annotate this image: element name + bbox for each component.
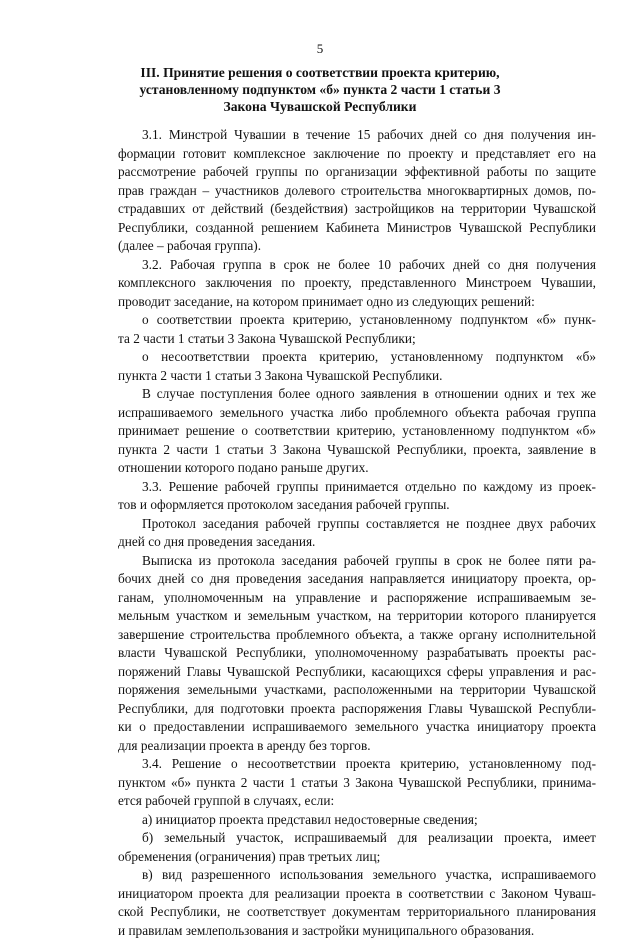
paragraph-line: 3.4. Решение о несоответствии проекта критерию, установленному под- <box>118 755 596 774</box>
paragraph-line: та 2 части 1 статьи 3 Закона Чувашской Республики; <box>118 330 596 349</box>
paragraph <box>118 385 596 478</box>
paragraph <box>118 256 596 312</box>
paragraph-line: страдавших от действий (бездействия) застройщиков на территории Чувашской <box>118 200 596 219</box>
paragraph <box>118 126 596 256</box>
paragraph-line: и правилам землепользования и застройки муниципального образования. <box>118 922 596 940</box>
paragraph-line: ки о предоставлении испрашиваемого земельного участка инициатору проекта <box>118 718 596 737</box>
paragraph-line: В случае поступления более одного заявления в отношении одних и тех же <box>118 385 596 404</box>
paragraph-line: о соответствии проекта критерию, установленному подпунктом «б» пунк- <box>118 311 596 330</box>
paragraph-line: комплексного заключения по проекту, представленного Минстроем Чувашии, <box>118 274 596 293</box>
paragraph-line: формации готовит комплексное заключение по проекту и представляет его на <box>118 145 596 164</box>
paragraph-line: пункта 2 части 1 статьи 3 Закона Чувашской Республики. <box>118 367 596 386</box>
paragraph-line: пунктом «б» пункта 2 части 1 статьи 3 Закона Чувашской Республики, принима- <box>118 774 596 793</box>
paragraph <box>118 829 596 866</box>
paragraph-line: (далее – рабочая группа). <box>118 237 596 256</box>
paragraph <box>118 478 596 515</box>
paragraph-line: поряжения земельными участками, расположенными на территории Чувашской <box>118 681 596 700</box>
paragraph-line: 3.1. Минстрой Чувашии в течение 15 рабочих дней со дня получения ин- <box>118 126 596 145</box>
paragraph-line: прав граждан – участников долевого строительства многоквартирных домов, по- <box>118 182 596 201</box>
paragraph-line: рассмотрение рабочей группы по организации эффективной работы по защите <box>118 163 596 182</box>
paragraph-line: 3.2. Рабочая группа в срок не более 10 рабочих дней со дня получения <box>118 256 596 275</box>
paragraph-line: Выписка из протокола заседания рабочей группы в срок не более пяти ра- <box>118 552 596 571</box>
paragraph-line: проводит заседание, на котором принимает одно из следующих решений: <box>118 293 596 312</box>
paragraph-line: инициатором проекта для реализации проекта в соответствии с Законом Чуваш- <box>118 885 596 904</box>
paragraph-line: пункта 2 части 1 статьи 3 Закона Чувашской Республики, проекта, заявление в <box>118 441 596 460</box>
paragraph-line: б) земельный участок, испрашиваемый для реализации проекта, имеет <box>118 829 596 848</box>
paragraph-line: Республики, созданной решением Кабинета Министров Чувашской Республики <box>118 219 596 238</box>
paragraph-line: ской Республики, не соответствует документам территориального планирования <box>118 903 596 922</box>
paragraph-line: отношении которого подано раньше других. <box>118 459 596 478</box>
section-heading <box>120 64 520 115</box>
paragraph-line: принимает решение о соответствии критерию, установленному подпунктом «б» <box>118 422 596 441</box>
paragraph-line: 3.3. Решение рабочей группы принимается отдельно по каждому из проек- <box>118 478 596 497</box>
document-body <box>118 126 596 940</box>
paragraph <box>118 866 596 940</box>
paragraph-line: о несоответствии проекта критерию, установленному подпунктом «б» <box>118 348 596 367</box>
paragraph-line: для реализации проекта в аренду без торгов. <box>118 737 596 756</box>
heading-line: III. Принятие решения о соответствии проекта критерию, <box>120 64 520 81</box>
paragraph <box>118 552 596 756</box>
paragraph-line: бочих дней со дня проведения заседания направляется инициатору проекта, ор- <box>118 570 596 589</box>
paragraph-line: Протокол заседания рабочей группы составляется не позднее двух рабочих <box>118 515 596 534</box>
paragraph-line: в) вид разрешенного использования земельного участка, испрашиваемого <box>118 866 596 885</box>
paragraph-line: поряжений Главы Чувашской Республики, касающихся сферы управления и рас- <box>118 663 596 682</box>
paragraph-line: обременения (ограничения) прав третьих лиц; <box>118 848 596 867</box>
paragraph-line: власти Чувашской Республики, уполномоченному разрабатывать проекты рас- <box>118 644 596 663</box>
paragraph-line: а) инициатор проекта представил недостоверные сведения; <box>118 811 596 830</box>
paragraph-line: Республики, для подготовки проекта распоряжения Главы Чувашской Республи- <box>118 700 596 719</box>
paragraph <box>118 755 596 811</box>
paragraph-line: мельным участком и земельным участком, на территории которого планируется <box>118 607 596 626</box>
heading-line: установленному подпунктом «б» пункта 2 части 1 статьи 3 <box>120 81 520 98</box>
paragraph-line: ется рабочей группой в случаях, если: <box>118 792 596 811</box>
page-number: 5 <box>0 41 640 56</box>
paragraph-line: дней со дня проведения заседания. <box>118 533 596 552</box>
paragraph-line: завершение строительства проблемного объекта, а также органу исполнительной <box>118 626 596 645</box>
paragraph-line: ганам, уполномоченным на управление и распоряжение испрашиваемым зе- <box>118 589 596 608</box>
heading-line: Закона Чувашской Республики <box>120 98 520 115</box>
paragraph <box>118 348 596 385</box>
paragraph-line: тов и оформляется протоколом заседания рабочей группы. <box>118 496 596 515</box>
paragraph <box>118 311 596 348</box>
paragraph-line: испрашиваемого земельного участка либо проблемного объекта рабочая группа <box>118 404 596 423</box>
paragraph <box>118 515 596 552</box>
paragraph <box>118 811 596 830</box>
